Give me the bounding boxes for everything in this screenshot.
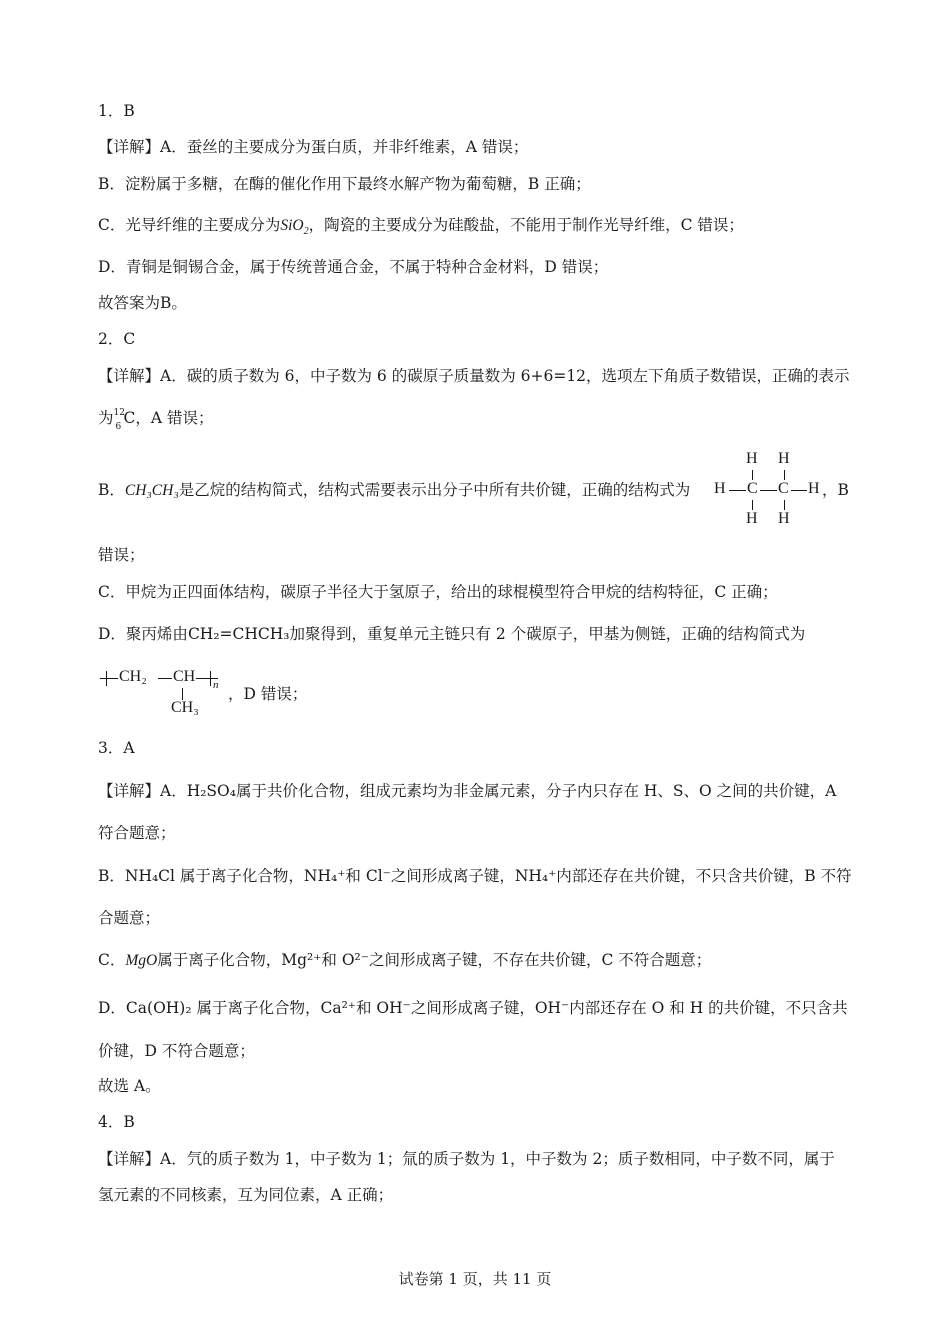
q2-option-c: C．甲烷为正四面体结构，碳原子半径大于氢原子，给出的球棍模型符合甲烷的结构特征，C 正确； — [98, 583, 778, 601]
bond — [784, 470, 785, 480]
q1-option-c — [98, 215, 744, 236]
q2-option-b-tail: ，B — [822, 481, 849, 499]
bond — [210, 671, 211, 686]
bond — [158, 678, 172, 679]
q3-option-b-line1: B．NH₄Cl 属于离子化合物，NH₄⁺和 Cl⁻之间形成离子键，NH₄⁺内部还存在共价键，不只含共价键，B 不符 — [98, 867, 852, 885]
ch-group: CH — [173, 668, 196, 685]
bond — [784, 500, 785, 510]
bond — [106, 671, 107, 686]
bond — [752, 500, 753, 510]
bond — [100, 678, 118, 679]
q1-conclusion: 故答案为B。 — [98, 294, 187, 312]
carbon-isotope-notation: 12 6 — [113, 408, 125, 432]
propene-formula: CH₂=CHCH₃ — [187, 625, 290, 643]
q1-c-post: ，陶瓷的主要成分为硅酸盐，不能用于制作光导纤维，C 错误； — [308, 216, 744, 234]
q1-header: 1．B — [98, 102, 135, 120]
q4-header: 4．B — [98, 1113, 135, 1131]
q4-option-a-line1: 【详解】A．氕的质子数为 1，中子数为 1；氚的质子数为 1，中子数为 2；质子数相同，中子数不同，属于 — [98, 1150, 835, 1168]
q4-option-a-line2: 氢元素的不同核素，互为同位素，A 正确； — [98, 1186, 394, 1204]
q2-option-d-line2: ，D 错误； — [228, 685, 308, 703]
h-top-2: H — [778, 450, 790, 467]
page-footer: 试卷第 1 页，共 11 页 — [398, 1270, 552, 1288]
bond — [729, 490, 746, 491]
h-bottom-1: H — [746, 510, 758, 527]
bond — [752, 470, 753, 480]
ethane-condensed-formula: CH₃CH₃ — [124, 482, 179, 499]
h2so4-formula: H₂SO₄ — [186, 782, 236, 800]
q3-option-c: C．MgO属于离子化合物，Mg²⁺和 O²⁻之间形成离子键，不存在共价键，C 不符合题意； — [98, 951, 712, 969]
q1-option-a: 【详解】A．蚕丝的主要成分为蛋白质，并非纤维素，A 错误； — [98, 138, 529, 156]
q2-option-a-line1: 【详解】A．碳的质子数为 6，中子数为 6 的碳原子质量数为 6+6=12，选项左下角质子数错误，正确的表示 — [98, 367, 850, 385]
q2-option-b: B．CH₃CH₃是乙烷的结构简式，结构式需要表示出分子中所有共价键，正确的结构式为 — [98, 481, 691, 499]
q3-conclusion: 故选 A。 — [98, 1077, 161, 1095]
bond — [760, 490, 777, 491]
h-left: H — [714, 480, 726, 497]
h-top-1: H — [746, 450, 758, 467]
q3-option-d-line2: 价键，D 不符合题意； — [98, 1042, 255, 1060]
q1-option-b: B．淀粉属于多糖，在酶的催化作用下最终水解产物为葡萄糖，B 正确； — [98, 175, 591, 193]
q2-option-a-line2: 为 12 6 C，A 错误； — [98, 408, 214, 432]
q2-option-d: D．聚丙烯由CH₂=CHCH₃加聚得到，重复单元主链只有 2 个碳原子，甲基为侧链，正确的结构简式为 — [98, 625, 806, 643]
q2-header: 2．C — [98, 330, 136, 348]
mgo-formula: MgO — [125, 952, 158, 969]
ch2-group: CH₂ — [119, 668, 147, 685]
q1-option-d: D．青铜是铜锡合金，属于传统普通合金，不属于特种合金材料，D 错误； — [98, 258, 609, 276]
q3-option-d-line1: D．Ca(OH)₂ 属于离子化合物，Ca²⁺和 OH⁻之间形成离子键，OH⁻内部还存在 O 和 H 的共价键，不只含共 — [98, 999, 848, 1017]
h-bottom-2: H — [778, 510, 790, 527]
q1-c-pre: C．光导纤维的主要成分为 — [98, 216, 281, 234]
carbon-2: C — [778, 480, 789, 497]
sio2-formula: SiO$_2$ — [280, 217, 309, 238]
ch3-group: CH₃ — [171, 699, 199, 716]
bond — [791, 490, 807, 491]
q3-header: 3．A — [98, 739, 135, 757]
repeat-n: n — [213, 679, 219, 691]
q3-option-a-line2: 符合题意； — [98, 824, 176, 842]
q3-option-b-line2: 合题意； — [98, 909, 161, 927]
carbon-1: C — [747, 480, 758, 497]
h-right: H — [808, 480, 820, 497]
q2-option-b-line2: 错误； — [98, 546, 145, 564]
q3-option-a: 【详解】A．H₂SO₄属于共价化合物，组成元素均为非金属元素，分子内只存在 H、S、O 之间的共价键，A — [98, 782, 837, 800]
